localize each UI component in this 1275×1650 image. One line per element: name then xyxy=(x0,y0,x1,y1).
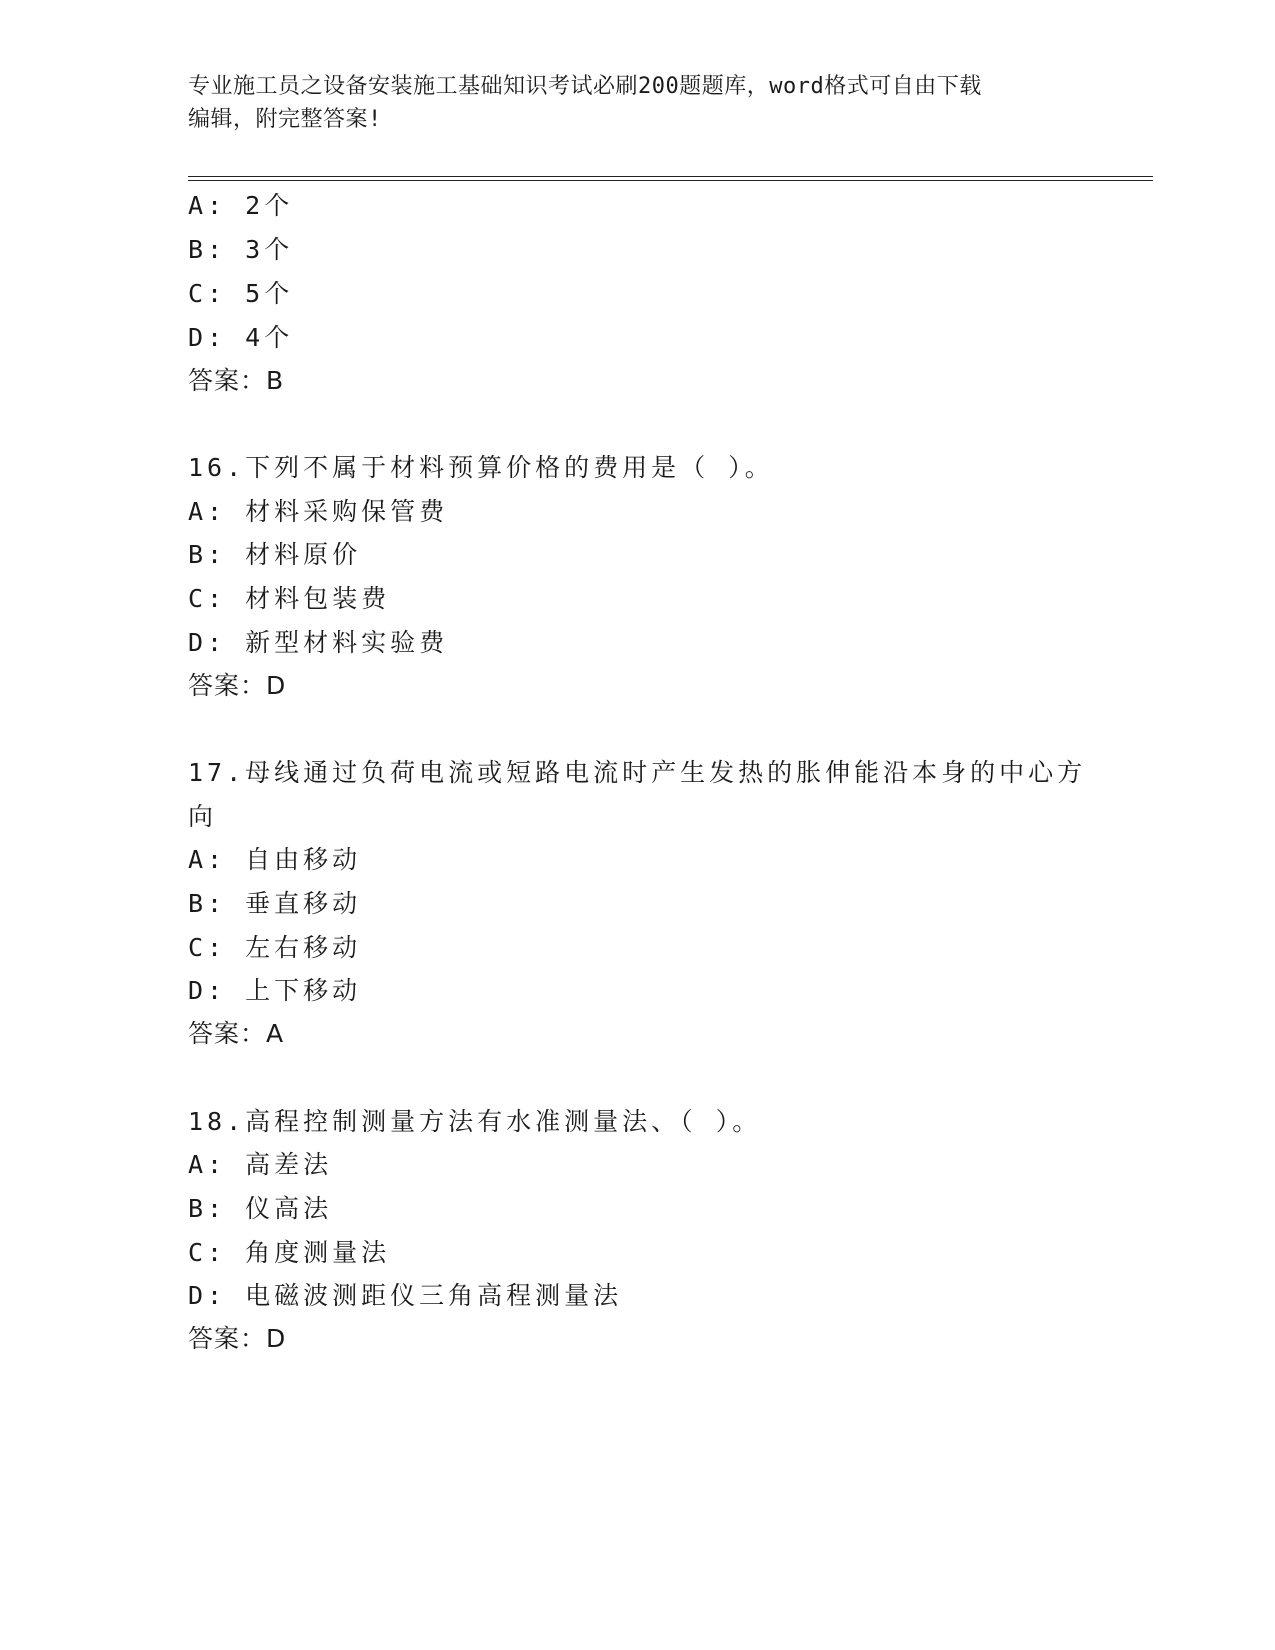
question-text-line-2: 向 xyxy=(188,802,218,831)
question-text: 18.高程控制测量方法有水准测量法、（ ）。 xyxy=(188,1107,762,1136)
answer-line: 答案：A xyxy=(188,1019,285,1048)
header-title-line-2: 编辑，附完整答案! xyxy=(188,107,382,132)
option-a: A: 自由移动 xyxy=(188,845,362,874)
option-b: B: 材料原价 xyxy=(188,540,362,569)
question-text: 16.下列不属于材料预算价格的费用是（ ）。 xyxy=(188,453,774,482)
option-a: A: 材料采购保管费 xyxy=(188,497,449,526)
option-c: C: 左右移动 xyxy=(188,933,362,962)
header-title-line-1: 专业施工员之设备安装施工基础知识考试必刷200题题库，word格式可自由下载 xyxy=(188,74,982,99)
option-a: A: 高差法 xyxy=(188,1150,333,1179)
answer-line: 答案：D xyxy=(188,671,287,700)
option-b: B: 仪高法 xyxy=(188,1194,333,1223)
document-header xyxy=(188,70,1068,136)
option-d: D: 上下移动 xyxy=(188,976,362,1005)
option-d: D: 4个 xyxy=(188,323,294,352)
option-c: C: 材料包装费 xyxy=(188,584,391,613)
answer-line: 答案：D xyxy=(188,1324,287,1353)
option-b: B: 垂直移动 xyxy=(188,889,362,918)
option-b: B: 3个 xyxy=(188,235,294,264)
header-divider xyxy=(188,176,1153,181)
option-c: C: 5个 xyxy=(188,279,294,308)
option-c: C: 角度测量法 xyxy=(188,1238,391,1267)
question-text-line-1: 17.母线通过负荷电流或短路电流时产生发热的胀伸能沿本身的中心方 xyxy=(188,758,1087,787)
answer-line: 答案：B xyxy=(188,366,285,395)
option-d: D: 电磁波测距仪三角高程测量法 xyxy=(188,1281,623,1310)
option-a: A: 2个 xyxy=(188,191,294,220)
option-d: D: 新型材料实验费 xyxy=(188,628,449,657)
